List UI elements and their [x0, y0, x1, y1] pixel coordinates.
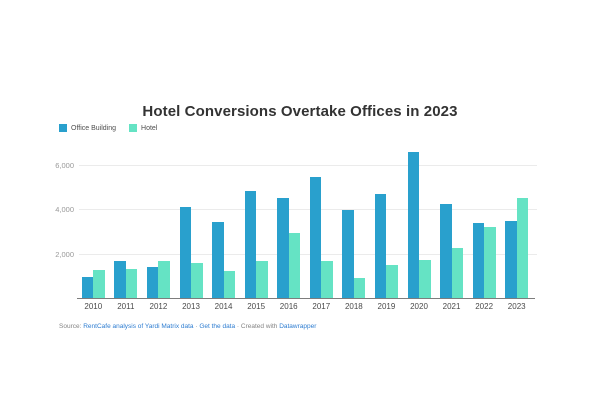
x-tick-label-2023: 2023 [507, 302, 526, 311]
source-footer [59, 323, 316, 330]
bar-office-building-2017 [310, 177, 322, 298]
source-link[interactable]: RentCafe analysis of Yardi Matrix data [83, 323, 194, 330]
x-tick-label-2017: 2017 [312, 302, 331, 311]
bar-office-building-2015 [245, 191, 257, 298]
bar-hotel-2021 [452, 248, 464, 298]
x-tick-label-2013: 2013 [182, 302, 200, 311]
bar-office-building-2020 [408, 152, 420, 298]
plot-area [77, 145, 533, 311]
legend-label-hotel: Hotel [141, 124, 158, 132]
y-tick-label-2000: 2,000 [55, 249, 74, 259]
bar-hotel-2013 [191, 263, 203, 298]
bar-office-building-2014 [212, 222, 224, 298]
chart-legend [59, 124, 170, 132]
bar-hotel-2019 [386, 265, 398, 298]
bar-office-building-2013 [180, 207, 192, 298]
bar-hotel-2017 [321, 261, 333, 298]
created-with-text: Created with [240, 323, 280, 330]
separator: · [235, 323, 241, 330]
bar-office-building-2021 [440, 204, 452, 298]
gridline-2000 [79, 254, 537, 255]
x-tick-label-2011: 2011 [117, 302, 135, 311]
bar-office-building-2023 [505, 221, 517, 298]
bar-hotel-2010 [93, 270, 105, 298]
chart-title: Hotel Conversions Overtake Offices in 2023 [142, 103, 458, 120]
office-building-swatch-icon [59, 124, 67, 132]
bar-hotel-2011 [126, 269, 138, 298]
source-prefix: Source: [59, 323, 84, 330]
x-tick-label-2018: 2018 [344, 302, 363, 311]
get-the-data-link[interactable]: Get the data [199, 323, 236, 330]
bar-office-building-2010 [82, 277, 94, 298]
bar-office-building-2011 [114, 261, 126, 298]
x-tick-label-2021: 2021 [442, 302, 461, 311]
bar-hotel-2012 [158, 261, 170, 298]
x-tick-label-2019: 2019 [377, 302, 396, 311]
gridline-6000 [79, 165, 537, 166]
x-tick-label-2014: 2014 [214, 302, 233, 311]
x-tick-label-2012: 2012 [149, 302, 168, 311]
bar-office-building-2022 [473, 223, 485, 298]
bar-office-building-2018 [342, 210, 354, 298]
bar-hotel-2022 [484, 227, 496, 298]
legend-label-office-building: Office Building [71, 124, 117, 132]
bar-hotel-2023 [517, 198, 529, 298]
x-tick-label-2015: 2015 [247, 302, 266, 311]
x-axis-line [77, 298, 535, 299]
bar-hotel-2014 [224, 271, 236, 298]
bar-office-building-2019 [375, 194, 387, 298]
x-tick-label-2022: 2022 [475, 302, 494, 311]
bar-hotel-2016 [289, 233, 301, 298]
legend-item-office-building [59, 124, 116, 132]
x-tick-label-2010: 2010 [84, 302, 103, 311]
bar-office-building-2012 [147, 267, 159, 298]
datawrapper-link[interactable]: Datawrapper [279, 323, 317, 330]
y-tick-label-4000: 4,000 [55, 205, 74, 215]
bar-office-building-2016 [277, 198, 289, 298]
x-tick-label-2016: 2016 [279, 302, 298, 311]
gridline-4000 [79, 209, 537, 210]
bar-hotel-2018 [354, 278, 366, 298]
separator: · [193, 323, 200, 330]
legend-item-hotel [129, 124, 157, 132]
x-tick-label-2020: 2020 [410, 302, 428, 311]
bar-hotel-2015 [256, 261, 268, 298]
y-tick-label-6000: 6,000 [55, 160, 74, 170]
bar-hotel-2020 [419, 260, 431, 298]
hotel-swatch-icon [129, 124, 137, 132]
